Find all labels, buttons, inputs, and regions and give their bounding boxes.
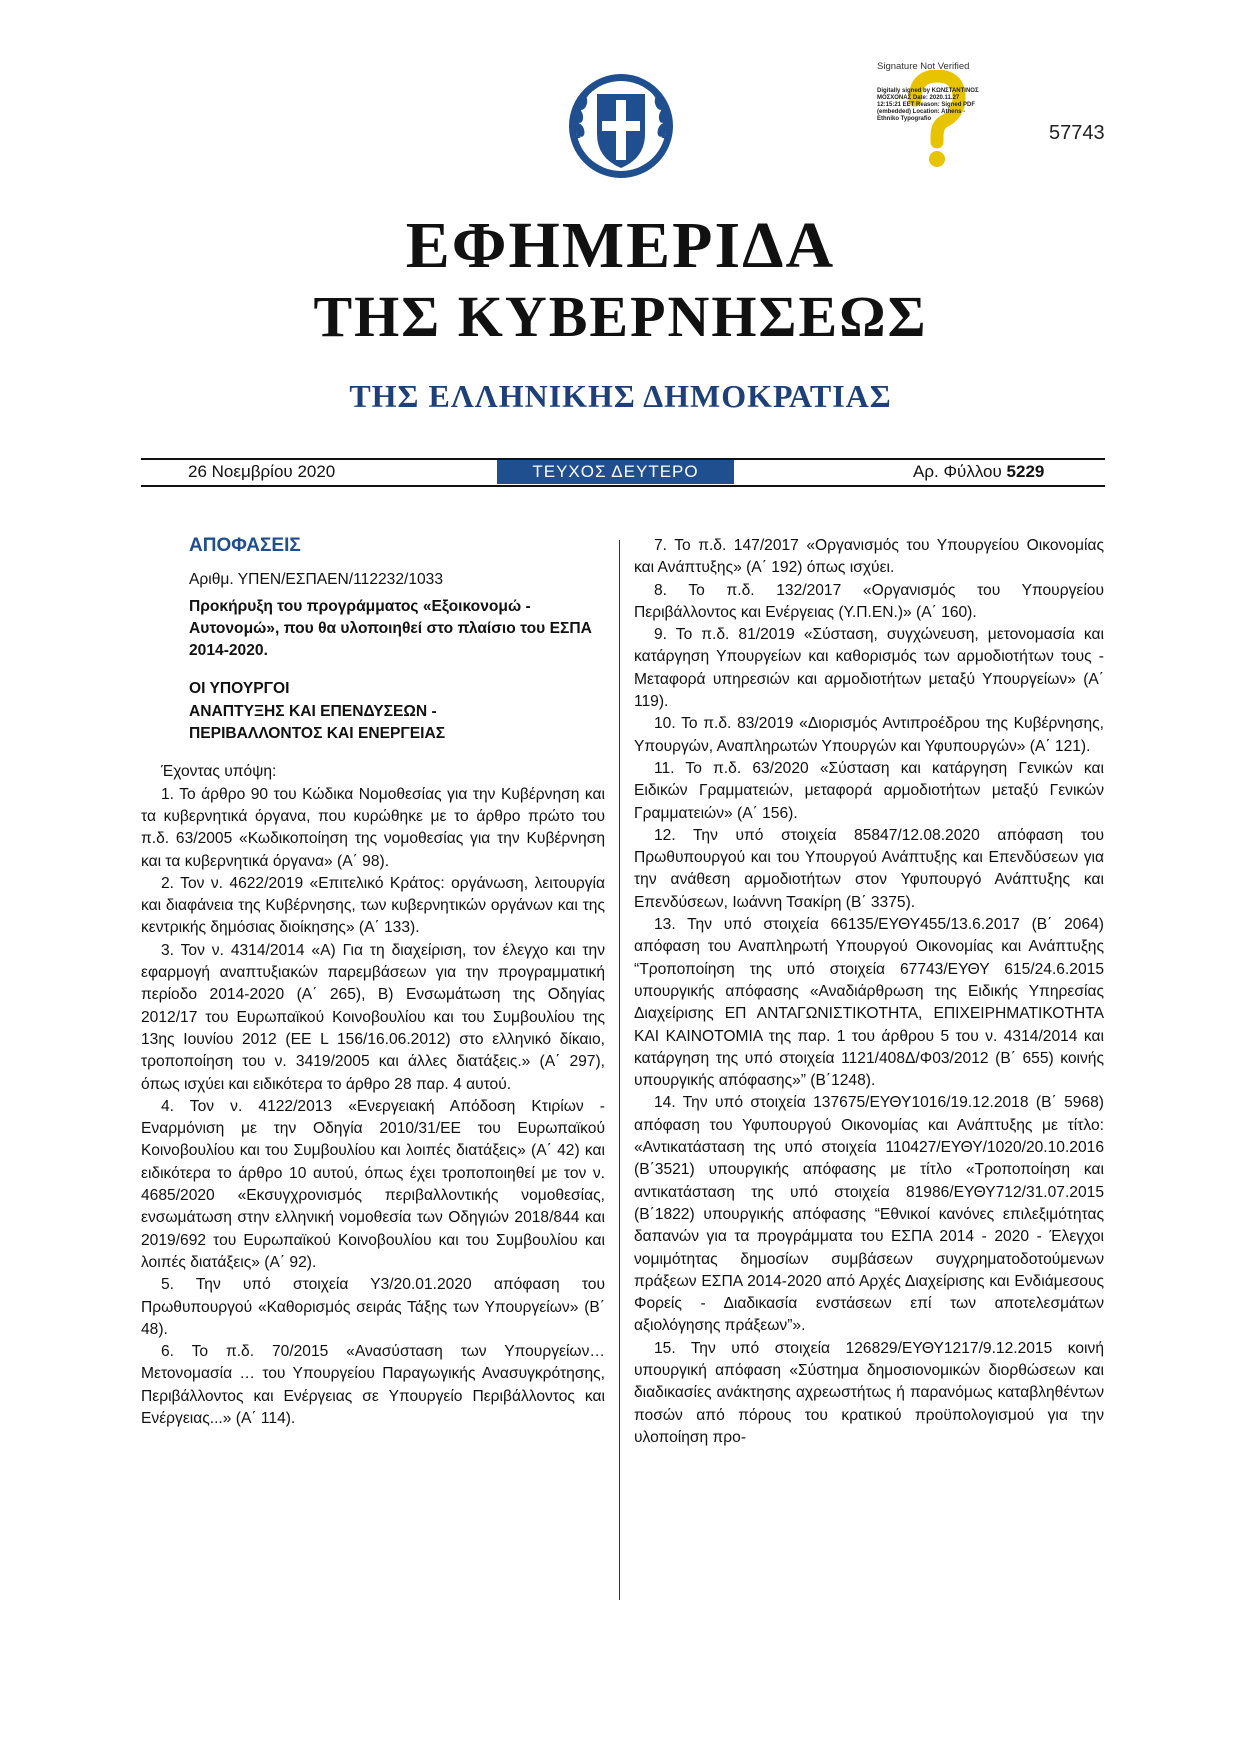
- paragraph-12: 12. Την υπό στοιχεία 85847/12.08.2020 απόφαση του Πρωθυπουργού και του Υπουργού Ανάπτυξης και Επενδύσεων για την ανάθεση αρμοδιοτήτων στον Υφυπουργό Ανάπτυξης και Επενδύσεων, Ιωάννη Τσακίρη (Β΄ 3375).: [634, 826, 1104, 911]
- paragraph-3: 3. Τον ν. 4314/2014 «Α) Για τη διαχείριση, τον έλεγχο και την εφαρμογή αναπτυξιακών παρεμβάσεων για την προγραμματική περίοδο 2014-2020 (Α΄ 265), Β) Ενσωμάτωση της Οδηγίας 2012/17 του Ευρωπαϊκού Κοινοβουλίου και του Συμβουλίου της 13ης Ιουνίου 2012 (ΕΕ L 156/16.06.2012) στο ελληνικό δίκαιο, τροποποίηση του ν. 3419/2005 και άλλες διατάξεις.» (Α΄ 297), όπως ισχύει και ειδικότερα το άρθρο 28 παρ. 4 αυτού.: [141, 941, 605, 1093]
- right-column: [634, 535, 1104, 1449]
- issue-bar-rule-bottom: [141, 485, 1105, 487]
- left-column: [141, 535, 605, 1430]
- issue-badge: ΤΕΥΧΟΣ ΔΕΥΤΕΡΟ: [497, 460, 734, 484]
- paragraph-6: 6. Το π.δ. 70/2015 «Ανασύσταση των Υπουργείων… Μετονομασία … του Υπουργείου Παραγωγικής Ανασυγκρότησης, Περιβάλλοντος και Ενέργειας σε Υπουργείο Περιβάλλοντος και Ενέργειας...» (Α΄ 114).: [141, 1343, 605, 1427]
- considering-intro: Έχοντας υπόψη:: [161, 763, 277, 781]
- paragraph-13: 13. Την υπό στοιχεία 66135/ΕΥΘΥ455/13.6.2017 (Β΄ 2064) απόφαση του Αναπληρωτή Υπουργού Οικονομίας και Ανάπτυξης “Τροποποίηση της υπό στοιχεία 67743/ΕΥΘΥ 615/24.6.2015 υπουργικής απόφασης «Αναδιάρθρωση της Ειδικής Υπηρεσίας Διαχείρισης ΕΠ ΑΝΤΑΓΩΝΙΣΤΙΚΟΤΗΤΑ, ΕΠΙΧΕΙΡΗΜΑΤΙΚΟΤΗΤΑ ΚΑΙ ΚΑΙΝΟΤΟΜΙΑ της παρ. 1 του άρθρου 5 του ν. 4314/2014 και κατάργηση της υπό στοιχεία 1121/408Δ/Φ03/2012 (Β΄ 655) κοινής υπουργικής απόφασης»” (Β΄1248).: [634, 916, 1104, 1090]
- paragraph-14: 14. Την υπό στοιχεία 137675/ΕΥΘΥ1016/19.12.2018 (Β΄ 5968) απόφαση του Υφυπουργού Οικονομίας και Ανάπτυξης με τίτλο: «Αντικατάσταση της υπό στοιχεία 110427/ΕΥΘΥ/1020/20.10.2016 (Β΄3521) υπουργικής απόφασης με τίτλο «Τροποποίηση και αντικατάσταση της υπό στοιχεία 81986/ΕΥΘΥ712/31.07.2015 (Β΄1822) υπουργικής απόφασης “Εθνικοί κανόνες επιλεξιμότητας δαπανών για τα προγράμματα του ΕΣΠΑ 2014 - 2020 - Έλεγχοι νομιμότητας δημοσίων συμβάσεων συγχρηματοδοτούμενων πράξεων ΕΣΠΑ 2014-2020 από Αρχές Διαχείρισης και Ενδιάμεσους Φορείς - Διαδικασία ενστάσεων επί των αποτελεσμάτων αξιολόγησης πράξεων”».: [634, 1094, 1104, 1335]
- section-title: ΑΠΟΦΑΣΕΙΣ: [189, 535, 301, 556]
- sheet-number: [913, 462, 1044, 482]
- signature-details: Digitally signed by ΚΩΝΣΤΑΝΤΙΝΟΣ ΜΟΣΧΟΝΑΣ Date: 2020.11.27 12:15:21 EET Reason: Signed PDF (embedded) Location: Athens - Ethniko Typografio: [877, 88, 979, 122]
- paragraph-11: 11. Το π.δ. 63/2020 «Σύσταση και κατάργηση Γενικών και Ειδικών Γραμματειών, μεταφορά αρμοδιοτήτων μεταξύ Γενικών Γραμματειών» (Α΄ 156).: [634, 759, 1104, 822]
- page-number: 57743: [1049, 122, 1105, 144]
- issue-date: 26 Νοεμβρίου 2020: [188, 462, 336, 481]
- paragraph-15: 15. Την υπό στοιχεία 126829/ΕΥΘΥ1217/9.12.2015 κοινή υπουργική απόφαση «Σύστημα δημοσιονομικών διορθώσεων και διαδικασίες ανάκτησης αχρεωστήτως ή παρανόμως καταβληθέντων ποσών από πόρους του κρατικού προϋπολογισμού για την υλοποίηση προ-: [634, 1339, 1104, 1446]
- masthead-subtitle: ΤΗΣ ΚΥΒΕΡΝΗΣΕΩΣ: [313, 284, 928, 349]
- paragraph-5: 5. Την υπό στοιχεία Υ3/20.01.2020 απόφαση του Πρωθυπουργού «Καθορισμός σειράς Τάξης των Υπουργείων» (Β΄ 48).: [141, 1276, 605, 1338]
- sheet-number-label: Αρ. Φύλλου: [913, 462, 1002, 481]
- decision-title: Προκήρυξη του προγράμματος «Εξοικονομώ - Αυτονομώ», που θα υλοποιηθεί στο πλαίσιο του ΕΣΠΑ 2014-2020.: [189, 597, 592, 660]
- masthead-republic: ΤΗΣ ΕΛΛΗΝΙΚΗΣ ΔΗΜΟΚΡΑΤΙΑΣ: [349, 378, 892, 414]
- sheet-number-value: 5229: [1006, 462, 1045, 481]
- paragraph-10: 10. Το π.δ. 83/2019 «Διορισμός Αντιπροέδρου της Κυβέρνησης, Υπουργών, Αναπληρωτών Υπουργών και Υφυπουργών» (Α΄ 121).: [634, 715, 1104, 755]
- ministers-heading: [189, 678, 605, 745]
- signature-status: Signature Not Verified: [877, 61, 970, 72]
- paragraph-7: 7. Το π.δ. 147/2017 «Οργανισμός του Υπουργείου Οικονομίας και Ανάπτυξης» (Α΄ 192) όπως ισχύει.: [634, 537, 1104, 577]
- ministers-line: ΟΙ ΥΠΟΥΡΓΟΙ: [189, 680, 290, 698]
- ministers-line: ΑΝΑΠΤΥΞΗΣ ΚΑΙ ΕΠΕΝΔΥΣΕΩΝ -: [189, 702, 437, 720]
- hellenic-republic-emblem-icon: [567, 72, 675, 180]
- paragraph-4: 4. Τον ν. 4122/2013 «Ενεργειακή Απόδοση Κτιρίων - Εναρμόνιση με την Οδηγία 2010/31/ΕΕ του Ευρωπαϊκού Κοινοβουλίου και του Συμβουλίου και λοιπές διατάξεις» (Α΄ 42) και ειδικότερα το άρθρο 10 αυτού, όπως έχει τροποποιηθεί με τον ν. 4685/2020 «Εκσυγχρονισμός περιβαλλοντικής νομοθεσίας, ενσωμάτωση στην ελληνική νομοθεσία των Οδηγιών 2018/844 και 2019/692 του Ευρωπαϊκού Κοινοβουλίου και του Συμβουλίου και λοιπές διατάξεις» (Α΄ 92).: [141, 1097, 605, 1271]
- digital-signature-stamp: [877, 62, 989, 170]
- decision-reference: Αριθμ. ΥΠΕΝ/ΕΣΠΑΕΝ/112232/1033: [189, 571, 444, 589]
- paragraph-2: 2. Τον ν. 4622/2019 «Επιτελικό Κράτος: οργάνωση, λειτουργία και διαφάνεια της Κυβέρνησης, των κυβερνητικών οργάνων και της κεντρικής δημόσιας διοίκησης» (Α΄ 133).: [141, 874, 605, 937]
- masthead-title: ΕΦΗΜΕΡΙΔΑ: [405, 209, 836, 282]
- ministers-line: ΠΕΡΙΒΑΛΛΟΝΤΟΣ ΚΑΙ ΕΝΕΡΓΕΙΑΣ: [189, 725, 446, 743]
- paragraph-9: 9. Το π.δ. 81/2019 «Σύσταση, συγχώνευση, μετονομασία και κατάργηση Υπουργείων και καθορισμός των αρμοδιοτήτων τους - Μεταφορά υπηρεσιών και αρμοδιοτήτων μεταξύ Υπουργείων» (Α΄ 119).: [634, 626, 1104, 711]
- paragraph-8: 8. Το π.δ. 132/2017 «Οργανισμός του Υπουργείου Περιβάλλοντος και Ενέργειας (Υ.Π.ΕΝ.)» (Α΄ 160).: [634, 581, 1104, 621]
- paragraph-1: 1. Το άρθρο 90 του Κώδικα Νομοθεσίας για την Κυβέρνηση και τα κυβερνητικά όργανα, που κυρώθηκε με το άρθρο πρώτο του π.δ. 63/2005 «Κωδικοποίηση της νομοθεσίας για την Κυβέρνηση και τα κυβερνητικά όργανα» (Α΄ 98).: [141, 785, 605, 870]
- column-divider: [619, 540, 620, 1600]
